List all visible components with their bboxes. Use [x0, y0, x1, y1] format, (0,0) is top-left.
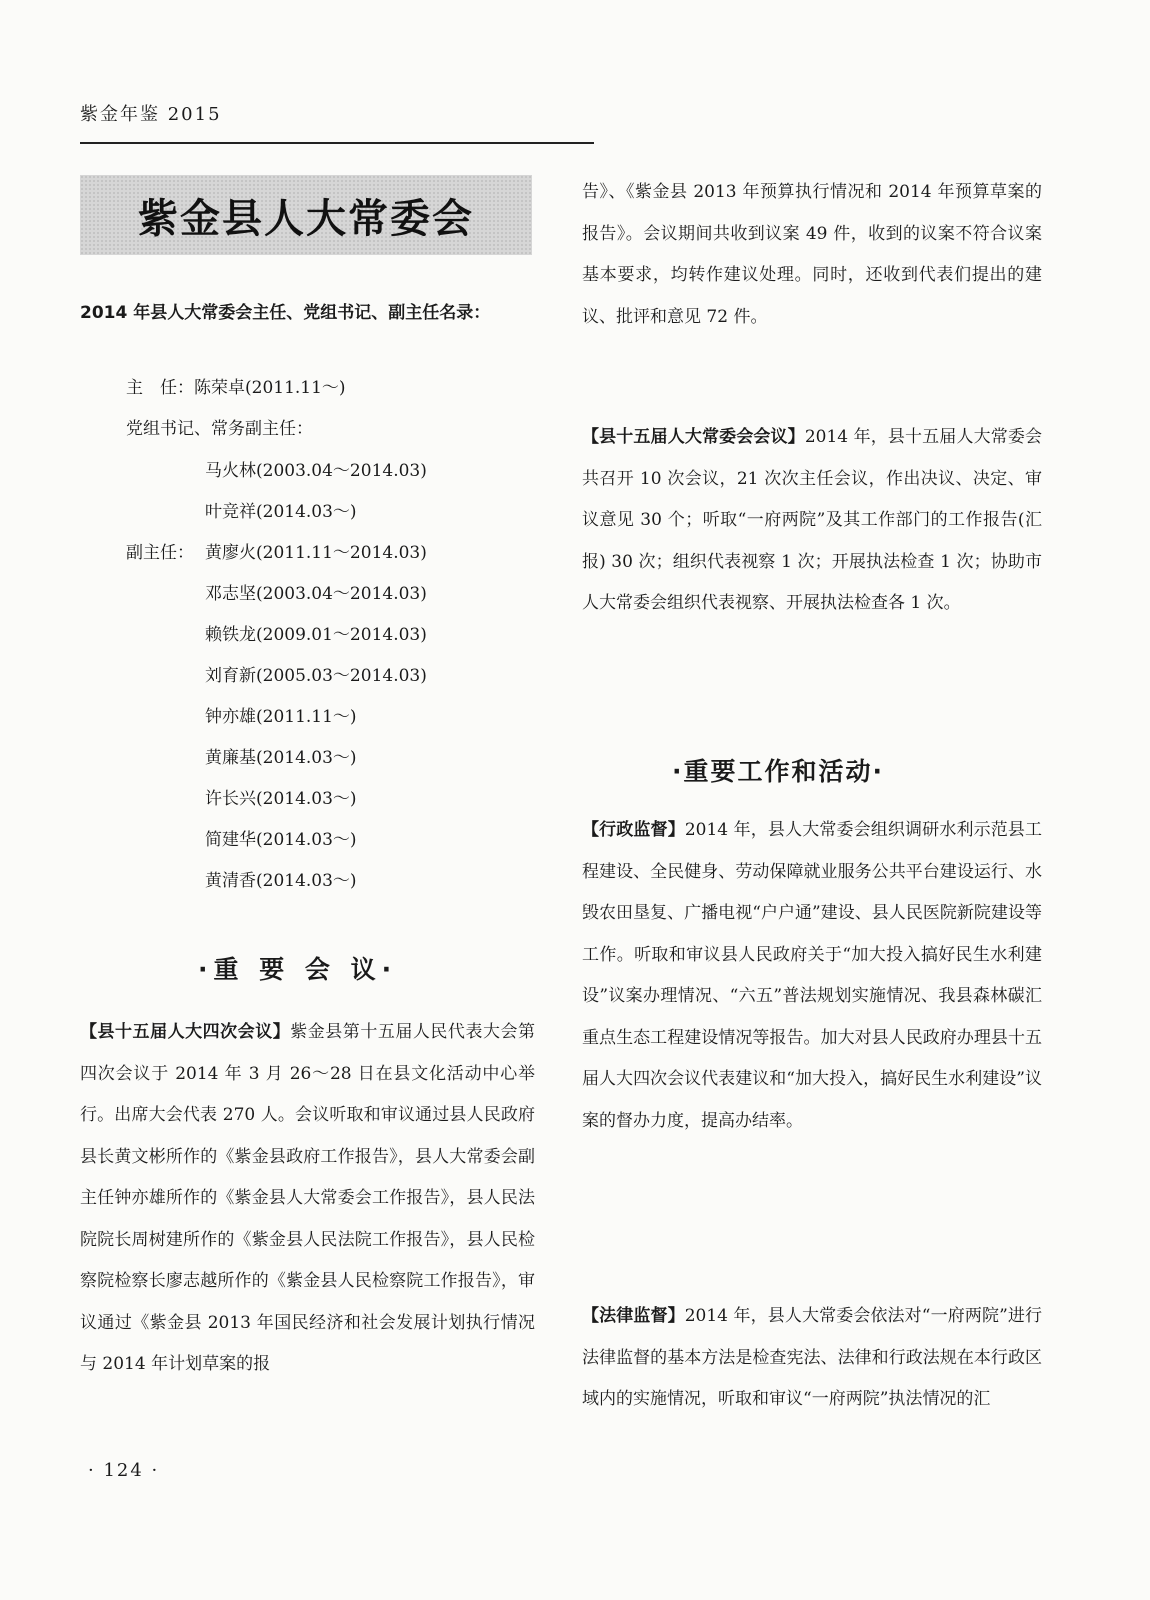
running-header — [80, 100, 600, 126]
activity-item-1-body: 2014 年，县人大常委会组织调研水利示范县工程建设、全民健身、劳动保障就业服务公共平台建设运行、水毁农田垦复、广播电视“户户通”建设、县人民医院新院建设等工作。听取和审议县人民政府关于“加大投入搞好民生水利建设”议案办理情况、“六五”普法规划实施情况、我县森林碳汇重点生态工程建设情况等报告。加大对县人民政府办理县十五届人大四次会议代表建议和“加大投入，搞好民生水利建设”议案的督办力度，提高办结率。 — [582, 820, 1043, 1131]
section-title: 紫金县人大常委会 — [138, 195, 474, 242]
roster-party-label: 党组书记、常务副主任： — [126, 419, 313, 439]
activity-item-2-body: 2014 年，县人大常委会依法对“一府两院”进行法律监督的基本方法是检查宪法、法律和行政法规在本行政区域内的实施情况，听取和审议“一府两院”执法情况的汇 — [582, 1306, 1042, 1409]
activity-item-1-title: 【行政监督】 — [582, 820, 685, 840]
roster-party-secretary: 叶竞祥(2014.03～) — [205, 502, 357, 522]
meeting-item-1-cont: 告》、《紫金县 2013 年预算执行情况和 2014 年预算草案的报告》。会议期间共收到议案 49 件，收到的议案不符合议案基本要求，均转作建议处理。同时，还收到代表们提出的建议、批评和意见 72 件。 — [582, 182, 1042, 327]
activity-item-2 — [582, 1296, 1042, 1421]
roster-heading: 2014 年县人大常委会主任、党组书记、副主任名录： — [80, 303, 491, 323]
section-title-box — [80, 175, 532, 255]
meeting-item-1 — [80, 1012, 535, 1386]
roster-vice-label: 副主任： — [126, 543, 194, 563]
roster-vice-director: 赖铁龙(2009.01～2014.03) — [205, 625, 427, 645]
meeting-item-2-body: 2014 年，县十五届人大常委会共召开 10 次会议，21 次次主任会议，作出决议、决定、审议意见 30 个；听取“一府两院”及其工作部门的工作报告(汇报) 30 次；组织代表视察 1 次；开展执法检查 1 次；协助市人大常委会组织代表视察、开展执法检查各 1 次。 — [582, 427, 1043, 613]
activity-item-2-title: 【法律监督】 — [582, 1306, 685, 1326]
header-text: 紫金年鉴 2015 — [80, 104, 222, 125]
roster-vice-director: 黄廖火(2011.11～2014.03) — [205, 543, 427, 563]
roster-vice-director: 黄清香(2014.03～) — [205, 871, 357, 891]
roster-vice-director: 邓志坚(2003.04～2014.03) — [205, 584, 427, 604]
meeting-item-1-title: 【县十五届人大四次会议】 — [80, 1022, 291, 1042]
roster-vice-director: 许长兴(2014.03～) — [205, 789, 357, 809]
roster-vice-director: 刘育新(2005.03～2014.03) — [205, 666, 427, 686]
roster-party-secretary: 马火林(2003.04～2014.03) — [205, 461, 427, 481]
meetings-heading: ·重 要 会 议· — [198, 955, 398, 984]
activities-heading: ·重要工作和活动· — [672, 757, 884, 786]
meeting-item-2 — [582, 417, 1042, 625]
meeting-item-2-title: 【县十五届人大常委会会议】 — [582, 427, 805, 447]
header-rule — [80, 142, 594, 144]
roster-vice-director: 钟亦雄(2011.11～) — [205, 707, 357, 727]
page-number: · 124 · — [88, 1460, 160, 1481]
activity-item-1 — [582, 810, 1042, 1142]
roster-vice-director: 简建华(2014.03～) — [205, 830, 357, 850]
roster-director: 主 任：陈荣卓(2011.11～) — [126, 378, 346, 398]
roster-vice-director: 黄廉基(2014.03～) — [205, 748, 357, 768]
meeting-item-1-continued — [582, 172, 1042, 338]
meeting-item-1-body: 紫金县第十五届人民代表大会第四次会议于 2014 年 3 月 26～28 日在县文化活动中心举行。出席大会代表 270 人。会议听取和审议通过县人民政府县长黄文彬所作的《紫金县政府工作报告》，县人大常委会副主任钟亦雄所作的《紫金县人大常委会工作报告》，县人民法院院长周树建所作的《紫金县人民法院工作报告》，县人民检察院检察长廖志越所作的《紫金县人民检察院工作报告》，审议通过《紫金县 2013 年国民经济和社会发展计划执行情况与 2014 年计划草案的报 — [80, 1022, 536, 1374]
